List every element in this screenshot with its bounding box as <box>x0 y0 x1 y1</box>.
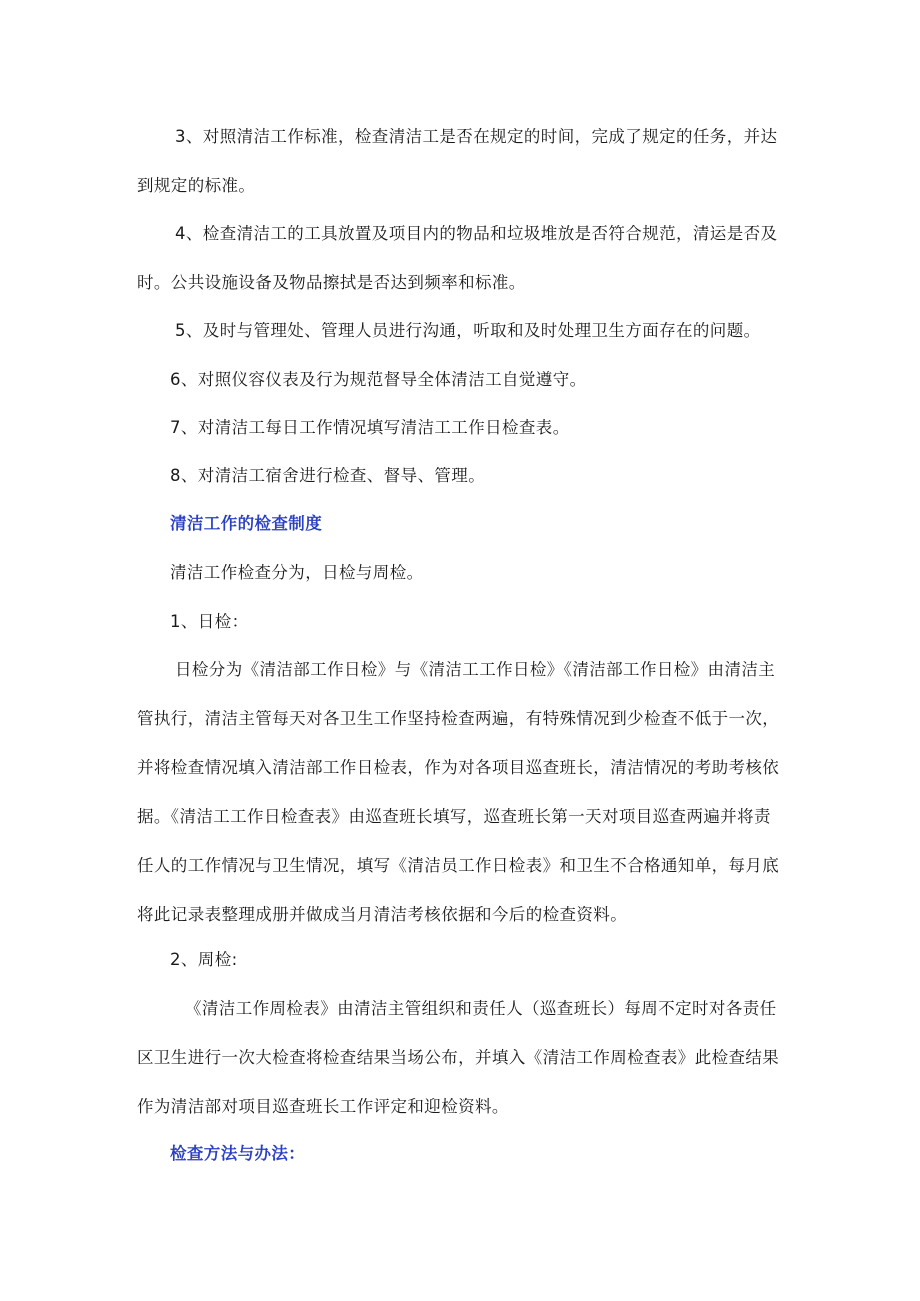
section-heading-inspection-system: 清洁工作的检查制度 <box>170 514 323 533</box>
daily-check-title: 1、日检： <box>170 612 249 631</box>
inspection-intro: 清洁工作检查分为，日检与周检。 <box>170 563 424 582</box>
paragraph-item-8: 8、对清洁工宿舍进行检查、督导、管理。 <box>170 466 486 485</box>
paragraph-item-5: 5、及时与管理处、管理人员进行沟通，听取和及时处理卫生方面存在的问题。 <box>175 321 761 340</box>
paragraph-item-7: 7、对清洁工每日工作情况填写清洁工工作日检查表。 <box>170 418 570 437</box>
paragraph-item-4: 4、检查清洁工的工具放置及项目内的物品和垃圾堆放是否符合规范，清运是否及时。公共设施设备及物品擦拭是否达到频率和标准。 <box>137 224 778 292</box>
paragraph-item-3: 3、对照清洁工作标准，检查清洁工是否在规定的时间，完成了规定的任务，并达到规定的标准。 <box>137 127 778 195</box>
paragraph-item-6: 6、对照仪容仪表及行为规范督导全体清洁工自觉遵守。 <box>170 370 587 389</box>
weekly-check-body: 《清洁工作周检表》由清洁主管组织和责任人（巡查班长）每周不定时对各责任区卫生进行一次大检查将检查结果当场公布，并填入《清洁工作周检查表》此检查结果作为清洁部对项目巡查班长工作评定和迎检资料。 <box>137 999 780 1116</box>
daily-check-body: 日检分为《清洁部工作日检》与《清洁工工作日检》《清洁部工作日检》由清洁主管执行，清洁主管每天对各卫生工作坚持检查两遍，有特殊情况到少检查不低于一次，并将检查情况填入清洁部工作日检表，作为对各项目巡查班长，清洁情况的考助考核依据。《清洁工工作日检查表》由巡查班长填写，巡查班长第一天对项目巡查两遍并将责任人的工作情况与卫生情况，填写《清洁员工作日检表》和卫生不合格通知单，每月底将此记录表整理成册并做成当月清洁考核依据和今后的检查资料。 <box>137 660 780 924</box>
section-heading-methods: 检查方法与办法： <box>170 1144 306 1163</box>
weekly-check-title: 2、周检: <box>170 950 238 969</box>
